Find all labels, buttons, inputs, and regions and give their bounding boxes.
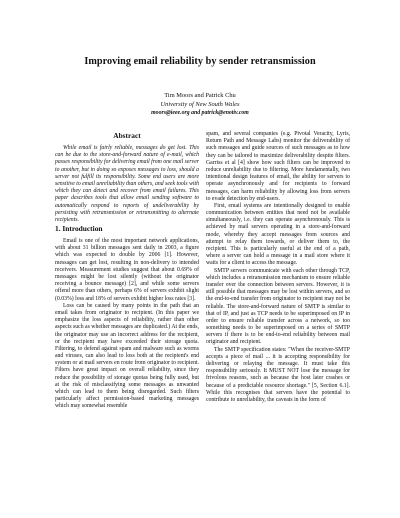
intro-paragraph-4: SMTP servers communicate with each other through TCP, which includes a retransmission mechanism to ensure reliable transfer over the connection between servers. However, it is still possible that messages may be lost within servers, and so the end-to-end transfer from originator to recipient may not be reliable. The store-and-forward nature of SMTP is similar to that of IP, and just as TCP needs to be superimposed on IP in order to ensure reliable transfer across a network, so too something needs to be superimposed on a series of SMTP servers if there is to be end-to-end reliability between mail originator and recipient. [206, 267, 350, 346]
introduction-heading: 1. Introduction [55, 224, 103, 234]
author-affiliation: University of New South Wales [160, 100, 240, 108]
intro-paragraph-5: The SMTP specification states: "When the receiver-SMTP accepts a piece of mail ... it is accepting responsibility for delivering or relaying the message. It must take this responsibility seriously. It MUST NOT lose the message for frivolous reasons, such as because the host later crashes or because of a predictable resource shortage." [5, Section 6.1]. While this recognises that servers have the potential to contribute to unreliability, the caveats in the form of [206, 346, 350, 403]
author-block [20, 92, 380, 118]
abstract-heading: Abstract [113, 131, 141, 140]
intro-continuation: spam, and several companies (e.g. Pivotal Veracity, Lyris, Return Path and Message Labs) monitor the deliverability of such messages and guide sources of such messages as to how they can be tailored to maximize deliverability despite filters. Garriss et al [4] show how such filters can be improved to reduce unreliability due to filtering. More fundamentally, two intentional design features of email, the ability for servers to operate asynchronously and for recipients to forward messages, can harm reliability by allowing loss from servers to evade detection by end-users. [206, 131, 350, 202]
intro-paragraph-3: First, email systems are intentionally designed to enable communication between entities that need not be available simultaneously, i.e. they can operate asynchronously. This is achieved by mail servers operating in a store-and-forward mode, whereby they accept messages from sources and attempt to relay them towards, or deliver them to, the recipient. This is particularly useful at the end of a path, where a server can hold a message in a mail store where it waits for a client to access the message. [206, 202, 350, 267]
intro-paragraph-1: Email is one of the most important network applications, with about 31 billion messages sent daily in 2003, a figure which was expected to double by 2006 [1]. However, messages can get lost, resulting in non-delivery to intended receivers. Measurement studies suggest that about 0.69% of messages might be lost silently (without the originator receiving a bounce message) [2], and while some servers offend more than others, perhaps 6% of servers exhibit slight (0.03%) loss and 18% of servers exhibit higher loss rates [3]. [55, 238, 199, 302]
intro-paragraph-2: Loss can be caused by many points in the path that an email takes from originator to recipient. (In this paper we emphasize the loss aspects of reliability, rather than other aspects such as whether messages are duplicated.) At the ends, the originator may use an incorrect address for the recipient, or the recipient may have exceeded their storage quota. Filtering, to defend against spam and malware such as worms and viruses, can also lead to loss both at the recipient's end system or at mail servers en route from originator to recipient. Filters have great impact on overall reliability, since they reduce the possibility of storage quotas being fully used, but at the risk of misclassifying some messages as unwanted which can lead to them being disregarded. Such filters particularly affect permission-based marketing messages which may somewhat resemble [55, 302, 199, 410]
right-column [206, 131, 350, 404]
author-emails: moors@ieee.org and patrick@enotiv.com [151, 110, 249, 117]
left-column [55, 131, 199, 411]
author-names: Tim Moors and Patrick Chu [164, 92, 236, 99]
abstract-text: While email is fairly reliable, messages do get lost. This can be due to the store-and-forward nature of e-mail, which passes responsibility for delivering email from one mail server to another, but in doing so exposes messages to loss, should a server not fulfill its responsibility. Some end users are more sensitive to email unreliability than others, and seek tools with which they can detect and recover from email failures. This paper describes tools that allow email sending software to automatically respond to reports of undeliverability by persisting with retransmission or retransmitting to alternate recipients. [55, 145, 199, 223]
paper-title: Improving email reliability by sender retransmission [84, 56, 316, 67]
